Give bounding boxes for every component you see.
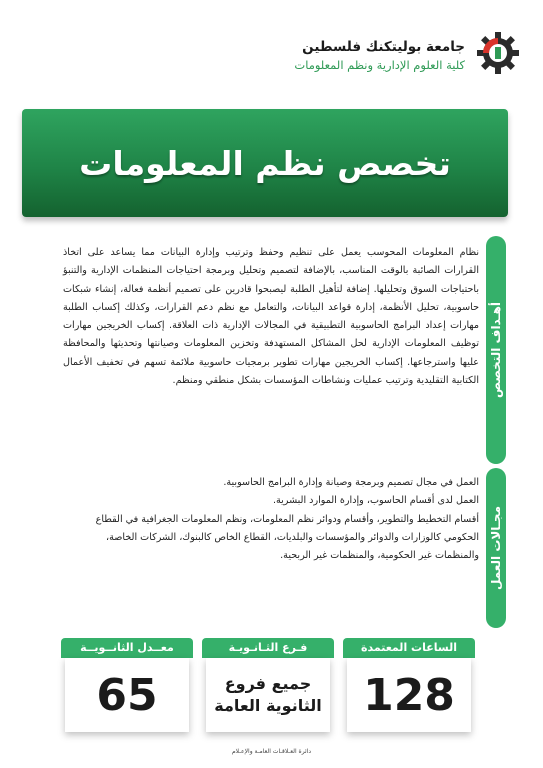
goals-tab-label: أهـداف التخصص [489,301,503,399]
branch-value-line2: الثانوية العامة [214,696,322,715]
college-name: كلية العلوم الإدارية ونظم المعلومات [294,58,465,72]
fields-tab-label: مجـالات العمل [489,505,503,591]
header [41,30,521,82]
branch-card [202,638,334,742]
page-title: تخصص نظم المعلومات [79,143,451,183]
branch-body [206,658,330,732]
average-value: 65 [96,669,158,721]
credit-hours-card [343,638,475,742]
credit-hours-body [347,658,471,732]
credit-hours-value: 128 [363,669,455,721]
list-item: أقسام التخطيط والتطوير، وأقسام ودوائر نظم المعلومات، ونظم المعلومات الجغرافية في القطاع الحكومي كالوزارات والدوائر والمؤسسات والبلديات، القطاع الخاص كالبنوك، الشركات الخاصة، والمنظمات غير الحكومية، والمنظمات غير الربحية. [95,513,479,562]
list-item: العمل في مجال تصميم وبرمجة وصيانة وإدارة البرامج الحاسوبية. [223,477,479,488]
average-card [61,638,193,742]
fields-tab [486,468,506,628]
credit-hours-label: الساعات المعتمدة [343,638,475,658]
footer: دائرة العـلاقـات العامـة والإعـلام [231,748,312,755]
goals-paragraph: نظام المعلومات المحوسب يعمل على تنظيم وحفظ وترتيب وإدارة البيانات مما يساعد على اتخاذ القرارات الصائبة بالوقت المناسب، بالإضافة لتصميم وتحليل وبرمجة احتياجات المنظمات الإدارية والتنبؤ باحتياجات السوق وتحليلها. إضافة لتأهيل الطلبة ليصبحوا قادرين على تصميم أنظمة فعالة، إنشاء شبكات حاسوبية، تحليل الأنظمة، إدارة قواعد البيانات، والتعامل مع نظم دعم القرارات، وكذلك إكساب الطلبة مهارات إعداد البرامج الحاسوبية التطبيقية في المجالات الإدارية ذات العلاقة. إكساب الخريجين مهارات توظيف المعلومات الإدارية لحل المشاكل المستهدفة وتخزين المعلومات وصيانتها وتحديثها والمحافظة عليها واسترجاعها. إكساب الخريجين مهارات تطوير برمجيات حاسوبية ملائمة تسهم في تخفيف الأعمال الكتابية التقليدية وترتيب عمليات ونشاطات المؤسسات بشكل منطقي ومنظم. [63,247,479,387]
fields-list [63,474,479,565]
average-label: معــدل الثانــويــة [61,638,193,658]
goals-tab [486,236,506,464]
branch-value-line1: جميع فروع [224,674,312,693]
title-banner [22,109,508,217]
list-item: العمل لدى أقسام الحاسوب، وإدارة الموارد البشرية. [272,495,479,507]
branch-label: فـرع الثـانـويـة [202,638,334,658]
university-name: جامعة بوليتكنك فلسطين [302,39,465,55]
gear-logo-icon [475,30,521,76]
average-body [65,658,189,732]
